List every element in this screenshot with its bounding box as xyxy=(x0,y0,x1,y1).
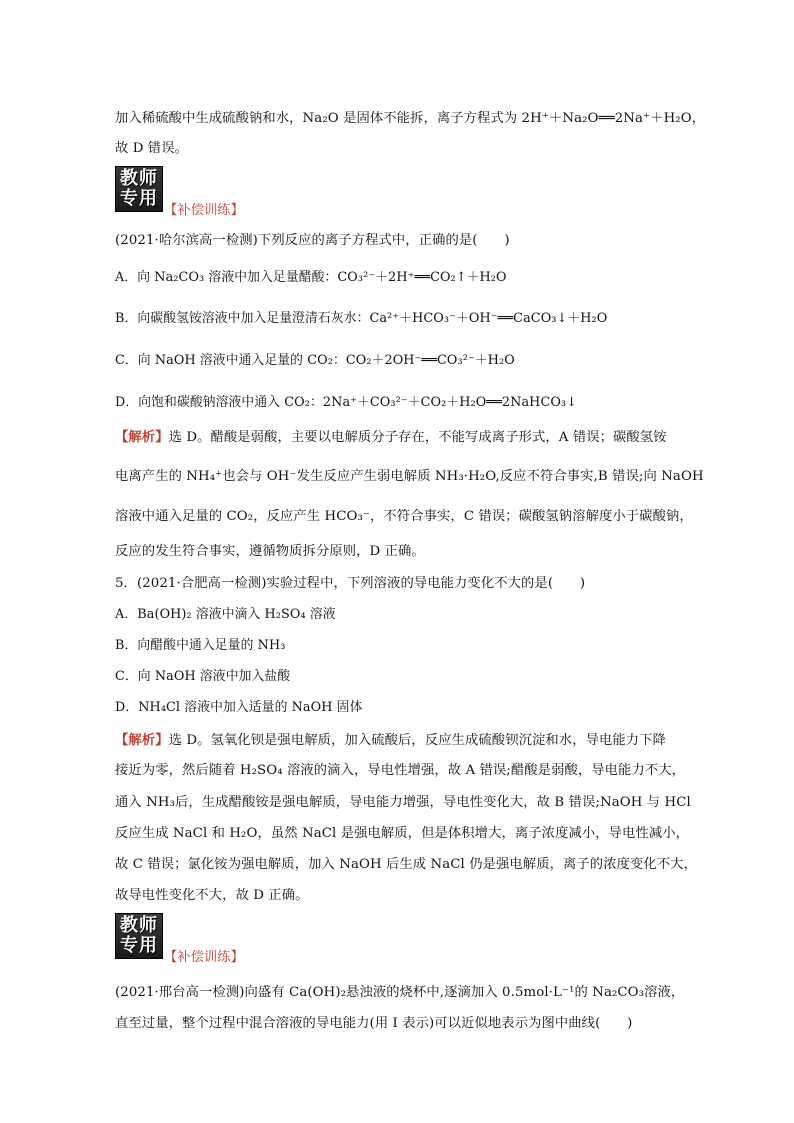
intro-line-1: 加入稀硫酸中生成硫酸钠和水，Na₂O 是固体不能拆，离子方程式为 2H⁺＋Na₂O══2Na⁺＋H₂O， xyxy=(115,111,706,126)
q5-stem: 5．(2021·合肥高一检测)实验过程中，下列溶液的导电能力变化不大的是( ) xyxy=(115,576,586,591)
q1-analysis-line-2: 电离产生的 NH₄⁺也会与 OH⁻发生反应产生弱电解质 NH₃·H₂O,反应不符合事实,B 错误;向 NaOH xyxy=(115,469,704,484)
badge2-bottom-text: 专用 xyxy=(120,935,158,956)
q1-stem: (2021·哈尔滨高一检测)下列反应的离子方程式中，正确的是( ) xyxy=(115,233,510,248)
q5-analysis-line-2: 接近为零，然后随着 H₂SO₄ 溶液的滴入，导电性增强，故 A 错误;醋酸是弱酸，导电能力不大， xyxy=(115,763,686,778)
q5-analysis-line-1 xyxy=(115,729,666,748)
q5-analysis-line-5: 故 C 错误；氯化铵为强电解质，加入 NaOH 后生成 NaCl 仍是强电解质，离子的浓度变化不大， xyxy=(115,857,697,872)
q5-analysis-label: 【解析】 xyxy=(115,733,169,748)
q5-analysis-line-3: 通入 NH₃后，生成醋酸铵是强电解质，导电能力增强，导电性变化大，故 B 错误;NaOH 与 HCl xyxy=(115,795,691,810)
q1-analysis-line-3: 溶液中通入足量的 CO₂，反应产生 HCO₃⁻，不符合事实，C 错误；碳酸氢钠溶解度小于碳酸钠， xyxy=(115,509,693,524)
q1-option-a: A．向 Na₂CO₃ 溶液中加入足量醋酸：CO₃²⁻＋2H⁺══CO₂↑＋H₂O xyxy=(115,270,507,285)
teacher-use-badge-2 xyxy=(115,913,163,959)
supplementary-training-label-2: 【补偿训练】 xyxy=(164,950,244,965)
q5-option-b: B．向醋酸中通入足量的 NH₃ xyxy=(115,638,286,653)
supplementary-training-label: 【补偿训练】 xyxy=(164,203,244,218)
q1-analysis-line-1 xyxy=(115,426,667,445)
q1-analysis-label: 【解析】 xyxy=(115,430,169,445)
q5-option-c: C．向 NaOH 溶液中加入盐酸 xyxy=(115,669,291,684)
teacher-use-badge xyxy=(115,166,163,212)
q1-analysis-line-4: 反应的发生符合事实，遵循物质拆分原则，D 正确。 xyxy=(115,544,425,559)
q5-analysis-line-6: 故导电性变化不大，故 D 正确。 xyxy=(115,888,309,903)
q5-option-a: A．Ba(OH)₂ 溶液中滴入 H₂SO₄ 溶液 xyxy=(115,607,336,622)
q1-option-d: D．向饱和碳酸钠溶液中通入 CO₂：2Na⁺＋CO₃²⁻＋CO₂＋H₂O══2NaHCO₃↓ xyxy=(115,395,577,410)
q1-option-b: B．向碳酸氢铵溶液中加入足量澄清石灰水：Ca²⁺＋HCO₃⁻＋OH⁻══CaCO₃↓＋H₂O xyxy=(115,311,608,326)
badge-bottom-text: 专用 xyxy=(120,188,158,209)
q5-analysis-text-1: 选 D。氢氧化钡是强电解质，加入硫酸后，反应生成硫酸钡沉淀和水，导电能力下降 xyxy=(168,733,666,748)
q5-option-d: D．NH₄Cl 溶液中加入适量的 NaOH 固体 xyxy=(115,700,363,715)
badge-top-text: 教师 xyxy=(120,168,158,189)
q6-stem-line-1: (2021·邢台高一检测)向盛有 Ca(OH)₂悬浊液的烧杯中,逐滴加入 0.5mol·L⁻¹的 Na₂CO₃溶液， xyxy=(115,985,685,1000)
q5-analysis-line-4: 反应生成 NaCl 和 H₂O，虽然 NaCl 是强电解质，但是体积增大，离子浓度减小，导电性减小， xyxy=(115,826,690,841)
badge2-top-text: 教师 xyxy=(120,915,158,936)
intro-line-2: 故 D 错误。 xyxy=(115,141,189,156)
q1-analysis-text-1: 选 D。醋酸是弱酸，主要以电解质分子存在，不能写成离子形式，A 错误；碳酸氢铵 xyxy=(168,430,667,445)
q1-option-c: C．向 NaOH 溶液中通入足量的 CO₂：CO₂＋2OH⁻══CO₃²⁻＋H₂O xyxy=(115,353,515,368)
q6-stem-line-2: 直至过量，整个过程中混合溶液的导电能力(用 I 表示)可以近似地表示为图中曲线( ) xyxy=(115,1016,633,1031)
